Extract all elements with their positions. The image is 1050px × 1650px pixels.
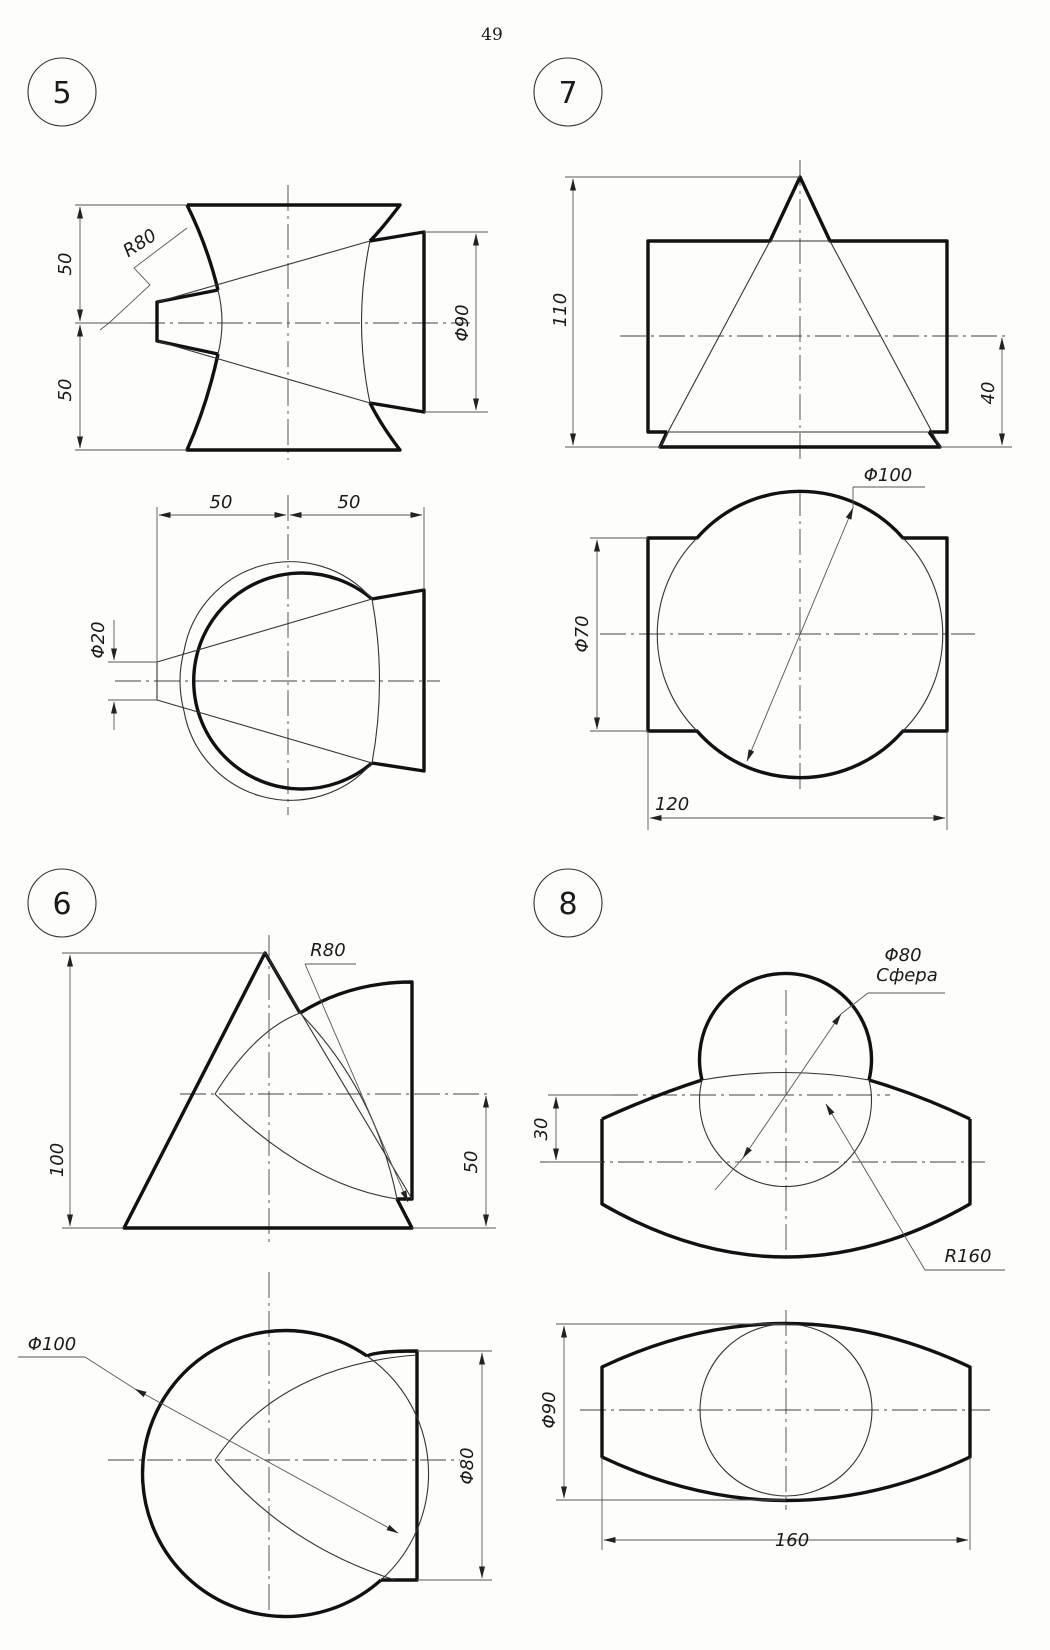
p8-dim-phi80: Φ80 (884, 945, 922, 966)
p5-dim-height-top: 50 (55, 252, 76, 276)
p6-dim-phi100: Φ100 (27, 1334, 77, 1355)
problem-8-badge (534, 869, 602, 937)
p5-dim-width-left: 50 (209, 492, 233, 513)
problem-7 (534, 58, 1012, 830)
p8-dim-160: 160 (774, 1530, 810, 1551)
problem-6-top-view (18, 1272, 492, 1617)
p5-dim-phi90: Φ90 (452, 304, 473, 342)
problem-5-badge (28, 58, 96, 126)
problem-7-badge (534, 58, 602, 126)
p5-dim-height-bottom: 50 (55, 378, 76, 402)
p5-dim-r80: R80 (119, 224, 161, 262)
problem-7-front-view (550, 160, 1012, 460)
problem-6-badge (28, 869, 96, 937)
problem-7-top-view (572, 465, 975, 830)
p6-dim-phi80: Φ80 (457, 1447, 478, 1485)
p8-dim-r160: R160 (944, 1246, 992, 1267)
problem-6 (18, 869, 496, 1617)
p7-dim-phi100: Φ100 (863, 465, 913, 486)
svg-text:5: 5 (52, 76, 72, 111)
p8-sphere-note: Сфера (876, 965, 938, 986)
svg-text:6: 6 (52, 887, 72, 922)
p5-dim-width-right: 50 (337, 492, 361, 513)
p7-dim-40: 40 (978, 381, 999, 405)
svg-text:8: 8 (558, 887, 578, 922)
problem-8 (531, 869, 1005, 1551)
problem-5-top-view (88, 492, 440, 815)
problem-5-front-view (55, 185, 488, 460)
problem-8-front-view (531, 945, 1005, 1270)
p6-dim-100: 100 (47, 1142, 68, 1178)
p5-dim-phi20: Φ20 (88, 621, 109, 659)
problem-8-top-view (539, 1310, 990, 1551)
page-number: 49 (481, 25, 503, 45)
svg-text:7: 7 (558, 76, 578, 111)
problem-6-front-view (47, 935, 496, 1245)
p7-dim-phi70: Φ70 (572, 615, 593, 653)
p8-dim-phi90: Φ90 (539, 1391, 560, 1429)
p7-dim-110: 110 (550, 292, 571, 328)
p6-dim-50: 50 (461, 1150, 482, 1174)
p6-dim-r80: R80 (310, 940, 346, 961)
problem-5 (28, 58, 488, 815)
p8-dim-30: 30 (531, 1117, 552, 1141)
p7-dim-120: 120 (654, 794, 690, 815)
